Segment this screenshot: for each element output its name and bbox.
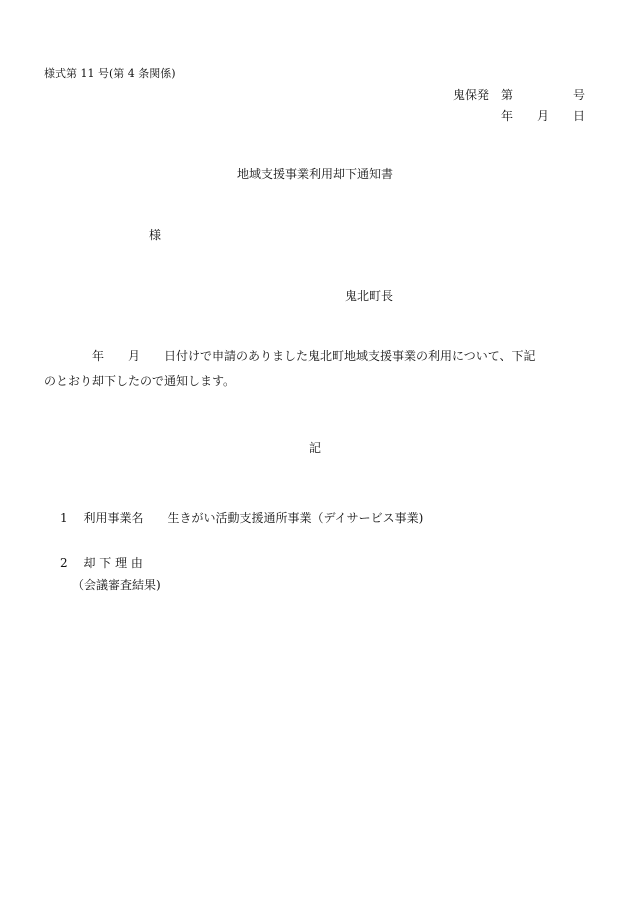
document-number: 鬼保発 第 号 [452, 88, 585, 102]
form-number: 様式第 11 号(第 4 条関係) [44, 67, 176, 80]
rejection-reason-note: （会議審査結果) [72, 578, 161, 592]
body-text-line-2: のとおり却下したので通知します。 [44, 374, 236, 388]
document-title: 地域支援事業利用却下通知書 [236, 167, 393, 181]
item-rejection-reason: 2 却 下 理 由 [60, 556, 143, 570]
item-service-name: 1 利用事業名 生きがい活動支援通所事業（デイサービス事業) [60, 511, 424, 525]
sender-name: 鬼北町長 [345, 289, 394, 303]
document-date: 年 月 日 [500, 109, 585, 123]
addressee-honorific: 様 [149, 228, 162, 242]
body-text-line-1: 年 月 日付けで申請のありました鬼北町地域支援事業の利用について、下記 [44, 349, 536, 363]
ki-heading: 記 [308, 441, 321, 455]
